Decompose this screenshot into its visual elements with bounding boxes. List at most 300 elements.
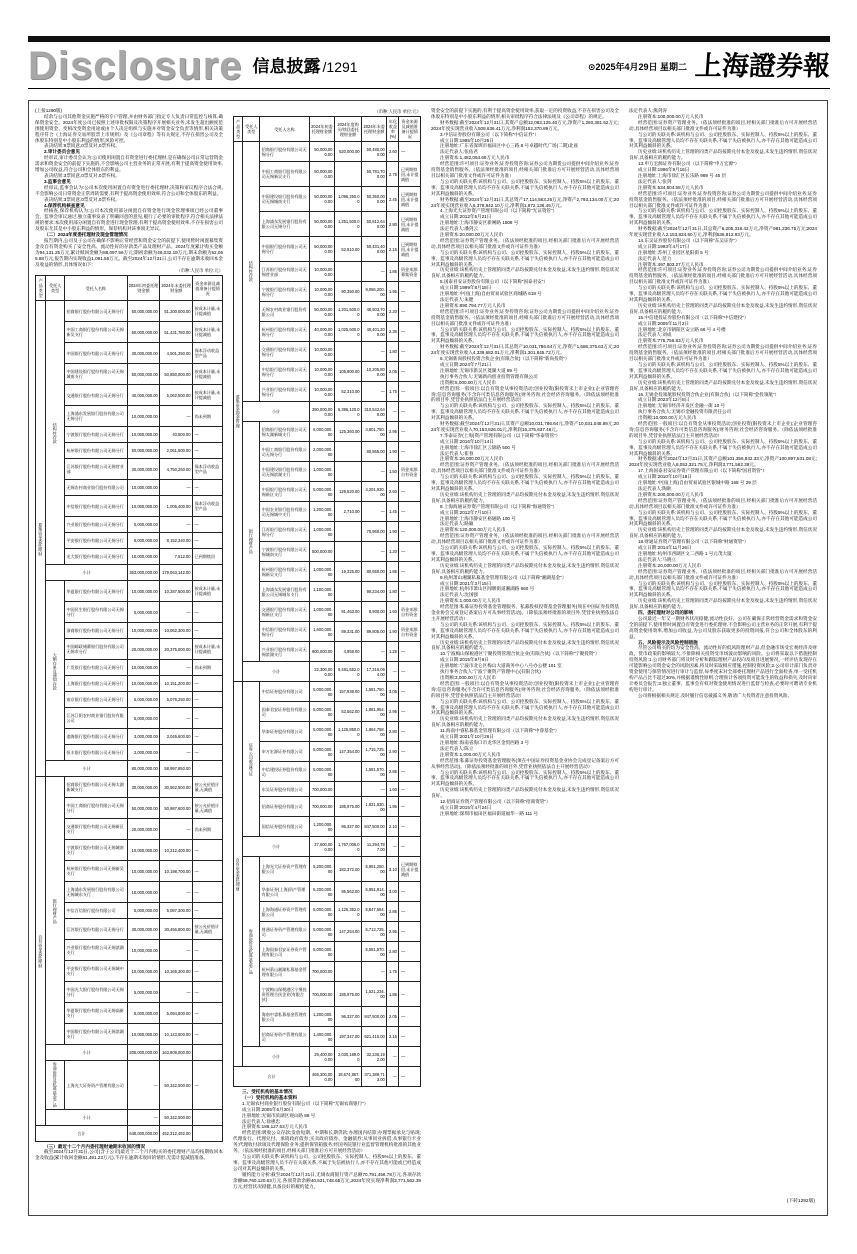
- paragraph: 成立日期:2021年10月26日: [440, 734, 494, 740]
- table-cell: 1.60: [387, 782, 399, 797]
- table-cell: 5,951,250.00: [362, 857, 387, 882]
- masthead-bottom-rule: [28, 88, 830, 89]
- paragraph: 法定代表人:范力: [638, 255, 672, 261]
- table-cell: —: [399, 1027, 421, 1047]
- table-cell: —: [193, 1024, 223, 1045]
- table-row: [36, 745, 223, 761]
- table-row: [36, 1003, 223, 1024]
- table-cell: 5,000,000.00: [127, 517, 160, 533]
- paragraph: 注册地址:上海市静安区新闸路 1508 号: [440, 220, 519, 226]
- table-cell: 10,000,000.00: [127, 1024, 160, 1045]
- table-cell: 52,310.00: [334, 382, 361, 402]
- table-cell: 中国工商银行股份有限公司无锡分行: [64, 798, 127, 819]
- table-cell: 中信银行股份有限公司无锡分行: [64, 496, 127, 517]
- table-cell: 80,000,000.00: [127, 761, 160, 777]
- paragraph: 6.无锡新尚股权投资合伙企业(有限合伙)（以下简称“新尚投资”）: [440, 356, 570, 362]
- table-cell: 50,000,000.00: [127, 322, 160, 343]
- paragraph: 成立日期:1996年9月16日: [638, 167, 690, 173]
- paragraph: 1.无锡农村商业银行股份有限公司（以下简称“无锡农商银行”）: [242, 1100, 369, 1106]
- table-cell: 银行理财产品: [243, 422, 260, 662]
- table-cell: 10,000,000.00: [127, 623, 160, 639]
- table-cell: 50,000,000.00: [309, 212, 334, 237]
- table-cell: 招商证券资产管理有限公司: [260, 1027, 310, 1047]
- table-cell: 尚未到期: [193, 406, 223, 427]
- table-cell: 中国银行股份有限公司无锡滨湖支行: [64, 1024, 127, 1045]
- paragraph: 注册资本:1,000.00万元人民币: [440, 751, 501, 757]
- columns: [35, 108, 821, 1208]
- table-cell: 700,000.00: [309, 797, 334, 817]
- column-header: 年化收益率(%): [387, 117, 399, 142]
- table-cell: 上海国泰君安证券资产管理有限公司: [260, 942, 310, 962]
- table-cell: —: [399, 837, 421, 857]
- table-row: [234, 562, 421, 582]
- heading: 三、受托机构的基本情况: [242, 1089, 293, 1094]
- table-cell: [334, 462, 361, 482]
- table-cell: —: [399, 797, 421, 817]
- paragraph: 经营范围:证券资产管理业务。（依法须经批准的项目,经相关部门批准后方可开展经营活动,具体经营项目以相关部门批准文件或许可证件为准）: [431, 533, 619, 545]
- table-cell: —: [193, 861, 223, 882]
- table-row: [36, 517, 223, 533]
- table-cell: 5,581,570.00: [362, 942, 387, 962]
- table-cell: 5,000,000.00: [309, 482, 334, 502]
- table-cell: 财通证券资产管理有限公司: [260, 922, 310, 942]
- table-cell: 5,087,300.00: [160, 903, 193, 919]
- table-cell: 5,000,000.00: [309, 742, 334, 762]
- table-cell: 5,000,000.00: [309, 722, 334, 742]
- table-cell: 华夏银行股份有限公司无锡分行: [64, 581, 127, 602]
- column-header: 2024年末委托理财金额: [160, 276, 193, 301]
- table-cell: —: [399, 562, 421, 582]
- table-row: [36, 427, 223, 443]
- paragraph: 与公司的关联关系:该机构与公司、公司控股股东、实际控制人、持股5%以上的股东、董事、监事及高级管理人员均不存在关联关系,不属于失信被执行人,亦不存在其他可能造成公司对其利益倾斜的关系。: [431, 474, 619, 491]
- table-cell: 3.05: [387, 682, 399, 702]
- paragraph: 注册资本:26,000.00万元人民币: [440, 456, 504, 462]
- table-cell: 宁波梅山保税港区宁聚投资管理合伙企业(有限合伙): [260, 982, 310, 1007]
- table-cell: 10,000,000.00: [127, 427, 160, 443]
- table-row: [234, 622, 421, 642]
- paragraph: 财务数据:截至2024年12月31日,其资产总额101,356,842.33元,净资产100,897,531.08元;2024年度实现营业收入8,053,321.75元,净利润3,771,562.39元。: [629, 456, 817, 468]
- table-cell: 结构性存款: [46, 301, 65, 565]
- table-row: [234, 797, 421, 817]
- table-cell: 20,000,000.00: [127, 819, 160, 840]
- table-cell: 105,800.00: [334, 362, 361, 382]
- issue-date: ⊙2025年4月29日 星期二: [587, 62, 687, 72]
- paragraph: 成立日期:2024年7月21日: [440, 361, 492, 367]
- paragraph: 经营范围:吸收公众存款;发放短期、中期和长期贷款;办理国内结算;办理票据承兑与贴现;代理发行、代理兑付、承销政府债券;买卖政府债券、金融债券;从事同业拆借;从事银行卡业务;代理收付款项及代理保险业务;提供保管箱服务;经国务院银行业监督管理机构批准的其他业务。（依法须经批准的项目,经相关部门批准后方可开展经营活动）: [233, 1130, 421, 1154]
- paragraph: 经营范围:许可项目:证券业务;证券投资咨询;证券公司为期货公司提供中间介绍业务;证券投资基金销售服务。（依法须经批准的项目,经相关部门批准后方可开展经营活动,具体经营项目以相关部门批准文件或许可证件为准）: [431, 161, 619, 178]
- table-cell: —: [399, 642, 421, 662]
- paragraph: 经营范围:许可项目:证券业务;证券投资咨询;证券公司为期货公司提供中间介绍业务;证券投资基金销售服务。（依法须经批准的项目,经相关部门批准后方可开展经营活动,具体经营项目以相关部门批准文件或许可证件为准）: [431, 308, 619, 326]
- table-cell: 上海光大证券资产管理有限公司: [64, 1061, 127, 1109]
- table-row: [234, 382, 421, 402]
- table-cell: 469,300,000.00: [309, 1067, 334, 1087]
- table-cell: 1.20: [387, 542, 399, 562]
- table-cell: —: [399, 502, 421, 522]
- table-cell: 847,500.00: [362, 817, 387, 837]
- table-row: [36, 1061, 223, 1109]
- table-cell: [334, 782, 361, 797]
- table-row: [234, 817, 421, 837]
- table-row: [234, 782, 421, 797]
- table-cell: —: [399, 1067, 421, 1087]
- table-cell: 中国民生银行股份有限公司无锡分行: [64, 602, 127, 623]
- table-cell: 中国银行股份有限公司无锡分行: [260, 237, 310, 262]
- table-cell: 上海浦东发展银行股份有限公司无锡城东支行: [64, 882, 127, 903]
- table-cell: 10,205,800.00: [362, 362, 387, 382]
- table-row: [36, 533, 223, 549]
- table-cell: 32,236,192.00: [362, 1047, 387, 1067]
- table-cell: 50,000,000.00: [127, 443, 160, 459]
- table-row: [36, 581, 223, 602]
- column-header: 资金来源及减值准备计提情况: [193, 276, 223, 301]
- table-cell: 900,000.00: [309, 642, 334, 662]
- paragraph: 财务数据:截至2024年12月31日,其资产总额10,031,786.64元,净资产10,031,048.89元;2024年度实现营业收入70,153,826.01元,净利润16,375,637.46元。: [431, 421, 619, 432]
- paragraph: 尽管公司购买的均为安全性高、流动性好的低风险理财产品,但金融市场受宏观经济及财政、货币政策的影响较大,不排除相关投资受市场波动影响的风险。公司将采取以下措施控制投资风险:1.公司财务部门将及时分析和跟踪理财产品投向及项目进展情况,一经评估发现存在可能影响公司资金安全的风险因素,将及时采取相应措施,控制投资风险;2.公司审计部门负责对资金使用与保管情况进行审计与监督,每季度末对全部委托理财产品进行全面检查,单一受托机构产品占比不超过30%,并根据谨慎性原则,合理预计各项投资可能发生的收益和损失,及时向审计委员会报告;3.独立董事、监事会有权对资金使用情况进行监督与检查,必要时可聘请专业机构进行审计。: [629, 645, 817, 692]
- column-header: 2024年初委托理财金额: [127, 276, 160, 301]
- table-cell: 1.25: [387, 642, 399, 662]
- table-cell: [334, 522, 361, 542]
- table-row: [234, 962, 421, 982]
- table-cell: —: [193, 961, 223, 982]
- table-cell: 10,151,200.00: [160, 676, 193, 692]
- table-cell: 50,987,600.00: [160, 798, 193, 819]
- table-row: [36, 919, 223, 940]
- paragraph: 成立日期:1993年4月17日: [638, 243, 690, 249]
- table-cell: —: [399, 682, 421, 702]
- paragraph: 经营范围:私募证券投资基金管理服务(须在中国证券投资基金业协会完成登记备案后方可从事经营活动)。（除依法须经批准的项目外,凭营业执照依法自主开展经营活动）: [431, 757, 619, 769]
- paragraph: 注册资本:100,000.00万元人民币: [638, 113, 704, 119]
- table-cell: —: [399, 382, 421, 402]
- table-cell: 保本浮动收益型产品: [193, 343, 223, 364]
- table-cell: [193, 1125, 223, 1141]
- table-cell: 华泰证券股份有限公司: [260, 722, 310, 742]
- table-row: [234, 362, 421, 382]
- paragraph: 法定代表人:刘成: [638, 332, 672, 338]
- table-cell: —: [399, 1007, 421, 1027]
- table-cell: [334, 582, 361, 602]
- table-cell: 5,396,120.00: [334, 402, 361, 422]
- table-cell: 3.10: [387, 857, 399, 882]
- table-cell: —: [160, 940, 193, 961]
- table-row: [234, 722, 421, 742]
- paragraph: 经营范围:证券资产管理业务。（依法须经批准的项目,经相关部门批准后方可开展经营活动,具体经营项目以相关部门批准文件或许可证件为准）: [629, 497, 817, 509]
- paragraph: 经营范围:许可项目:证券业务;证券投资咨询;证券公司为期货公司提供中间介绍业务;证券投资基金销售服务。（依法须经批准的项目,经相关部门批准后方可开展经营活动,具体经营项目以相关部门批准文件或许可证件为准）: [629, 267, 817, 285]
- table-cell: 上海浦东发展银行股份有限公司无锡分行: [260, 212, 310, 237]
- table-cell: 363,000,000.00: [127, 565, 160, 581]
- paragraph: 成立日期:2015年9月6日: [440, 657, 489, 663]
- table-cell: 185,975.00: [334, 797, 361, 817]
- table-cell: —: [193, 745, 223, 761]
- table-cell: 5,000,000.00: [127, 602, 160, 623]
- table-cell: 小计: [243, 837, 309, 857]
- table-cell: 江苏银行股份有限公司无锡分行: [260, 522, 310, 542]
- table-cell: 已到期赎回: [193, 549, 223, 565]
- table-row: [234, 162, 421, 187]
- subtotal-row: [234, 402, 421, 422]
- table-cell: 2.75: [387, 162, 399, 187]
- paragraph: 经审议,审计委员会认为:公司使用闲置自有资金进行委托理财,是在确保公司日常运营资金需求和资金安全的前提下实施的,不会影响公司主营业务的正常开展,有利于提高资金使用效率,增加公司收益,符合公司和全体股东的利益。: [35, 155, 223, 173]
- table-cell: —: [387, 1067, 399, 1087]
- table-cell: 2.80: [387, 212, 399, 237]
- table-cell: 1.85: [387, 982, 399, 1007]
- table-cell: 国信证券股份有限公司: [260, 817, 310, 837]
- table-cell: 浙商银行股份有限公司无锡分行: [64, 623, 127, 639]
- table-cell: 海南中睿私募基金管理有限公司: [260, 1007, 310, 1027]
- table-cell: 宁波银行股份有限公司无锡分行: [64, 427, 127, 443]
- paragraph: 14.东吴证券股份有限公司（以下简称“东吴证券”）: [638, 237, 740, 243]
- table-cell: 1.95: [387, 282, 399, 302]
- table-cell: 5,000,000.00: [127, 903, 160, 919]
- table-cell: —: [399, 482, 421, 502]
- table-cell: [193, 565, 223, 581]
- paragraph: 法定代表人:熊剑涛: [629, 108, 668, 113]
- table-cell: 券商资管及私募基金产品: [46, 1061, 65, 1109]
- table-cell: —: [399, 1047, 421, 1067]
- masthead-top-rule: [28, 36, 830, 42]
- table-cell: —: [193, 1061, 223, 1109]
- table-cell: 80,650.00: [362, 562, 387, 582]
- table-cell: 中国建设银行股份有限公司无锡滨湖支行: [260, 462, 310, 482]
- paragraph: 10.宁波梅山保税港区宁聚投资管理合伙企业(有限合伙)（以下简称“宁聚投资”）: [440, 651, 600, 657]
- table-cell: 1,581,750.00: [362, 682, 387, 702]
- table-cell: —: [160, 745, 193, 761]
- table-cell: 江苏银行股份有限公司无锡营业部: [64, 459, 127, 480]
- table-cell: 1.80: [387, 342, 399, 362]
- table-cell: 30,456,800.00: [160, 919, 193, 940]
- table-cell: —: [160, 480, 193, 496]
- table-cell: 1,864,758.00: [362, 722, 387, 742]
- table-cell: —: [193, 533, 223, 549]
- table-row: [234, 422, 421, 442]
- table-cell: 5,000,000.00: [127, 982, 160, 1003]
- table-row: [234, 522, 421, 542]
- table-row: [36, 798, 223, 819]
- masthead: [28, 44, 830, 86]
- column-2: [233, 108, 421, 1208]
- table-cell: 452,312,492.00: [160, 1125, 193, 1141]
- table-cell: —: [399, 142, 421, 162]
- table-cell: 10,000,000.00: [309, 262, 334, 282]
- table-row: [234, 212, 421, 237]
- table-cell: —: [387, 662, 399, 682]
- total-row: [234, 1067, 421, 1087]
- table-row: [234, 982, 421, 1007]
- paragraph: 注册地址:苏州工业园区星阳街 5 号: [638, 249, 709, 255]
- table-cell: 1,025,600.00: [334, 322, 361, 342]
- table-cell: 上海海通证券资产管理有限公司: [260, 902, 310, 922]
- paragraph: 注册地址:无锡市经济开发区金融一街 10 号: [638, 403, 726, 409]
- paragraph: 注册地址:上海市徐汇区云锦路 500 号: [440, 444, 516, 450]
- table-cell: 10,000,000.00: [309, 362, 334, 382]
- table-cell: —: [193, 1003, 223, 1024]
- paragraph: 经审议,监事会认为:公司本次使用闲置自有资金进行委托理财,决策和审议程序合法合规,不会影响公司日常资金正常周转需要,有利于提高资金使用效率,符合公司和全体股东的利益。: [35, 184, 223, 196]
- table-cell: 1.50: [387, 462, 399, 482]
- masthead-right: [588, 53, 830, 86]
- table-cell: 5,000,000.00: [309, 762, 334, 782]
- paragraph: 法定代表人:张佑君: [440, 149, 479, 155]
- paragraph: 执行事务合伙人:无锡市金融投资有限责任公司: [638, 409, 732, 415]
- table-cell: 18,674,867.00: [334, 1067, 361, 1087]
- table-cell: 上海银行股份有限公司无锡分行: [64, 676, 127, 692]
- table-cell: 按成本计量,未计提减值: [193, 385, 223, 406]
- table-cell: —: [399, 422, 421, 442]
- table-cell: 已到期赎回,未计提减值: [399, 162, 421, 187]
- table-cell: 1,000,000.00: [309, 462, 334, 482]
- table-cell: 结构性存款: [243, 142, 260, 402]
- paragraph: 与公司的关联关系:该机构与公司、公司控股股东、实际控制人、持股5%以上的股东、董事、监事及高级管理人员均不存在关联关系,不属于失信被执行人,亦不存在其他可能造成公司对其利益倾斜的关系。: [431, 178, 619, 196]
- table-cell: 30,000,000.00: [127, 343, 160, 364]
- table-cell: —: [399, 702, 421, 722]
- table-cell: 50,781,700.00: [362, 162, 387, 187]
- table-cell: [334, 162, 361, 187]
- table-cell: 197,347.00: [334, 1027, 361, 1047]
- table-row: [36, 861, 223, 882]
- table-cell: 89,805.00: [362, 622, 387, 642]
- paragraph: 历史业绩:该机构历史上管理的同类产品均按期兑付本金及收益,未发生违约情形,资信状况良好,具备相应的履约能力。: [629, 527, 817, 539]
- column-header: 2024年末委托理财金额: [362, 117, 387, 142]
- paragraph: 历史业绩:该机构历史上管理的同类产品均按期兑付本金及收益,未发生违约情形,资信状况良好,具备相应的履约能力。: [629, 302, 817, 314]
- table-cell: 券商资管及私募基金产品: [243, 857, 260, 1047]
- paragraph: 经营范围:证券资产管理业务。（依法须经批准的项目,经相关部门批准后方可开展经营活动,具体经营项目以相关部门批准文件或许可证件为准）: [629, 568, 817, 580]
- table-cell: 10,062,300.00: [160, 623, 193, 639]
- table-cell: 7,512.00: [160, 549, 193, 565]
- paragraph: 与公司的关联关系:该机构与公司、公司控股股东、实际控制人、持股5%以上的股东、董事、监事及高级管理人员均不存在关联关系,不属于失信被执行人,亦不存在其他可能造成公司对其利益倾斜的关系。: [431, 621, 619, 639]
- table-cell: 53,562.00: [334, 702, 361, 722]
- table-cell: 1.90: [387, 622, 399, 642]
- heading: （一）受托机构的基本资料: [242, 1094, 298, 1100]
- table-cell: 1.45: [387, 502, 399, 522]
- table-cell: —: [399, 762, 421, 782]
- table-cell: 中国邮政储蓄银行股份有限公司无锡市分行: [64, 639, 127, 660]
- table-row: [36, 982, 223, 1003]
- table-cell: 700,000.00: [309, 962, 334, 982]
- table-cell: 保本浮动收益型产品: [193, 459, 223, 480]
- paragraph: 历史业绩:该机构历史上管理的同类产品均按期兑付本金及收益,未发生违约情形,资信状况良好,具备相应的履约能力。: [431, 491, 619, 503]
- unit-note: （币种:人民币 单位:元）: [374, 109, 421, 114]
- table-row: [234, 682, 421, 702]
- page-number: /1291: [322, 59, 358, 75]
- table-cell: 700,000.00: [309, 782, 334, 797]
- table-row: [234, 282, 421, 302]
- table-cell: 2,061,500.00: [160, 443, 193, 459]
- paragraph: 成立日期:2014年11月26日: [638, 545, 692, 551]
- table-cell: 70,960.00: [362, 522, 387, 542]
- table-cell: 无锡农村商业银行股份有限公司: [260, 302, 310, 322]
- paragraph: 15.中信建投证券股份有限公司（以下简称“中信建投”）: [638, 314, 749, 320]
- column-4-body: [629, 108, 817, 699]
- table-row: [234, 142, 421, 162]
- table-cell: 30,000,000.00: [127, 459, 160, 480]
- table-cell: —: [387, 402, 399, 422]
- paragraph: 出资额:10,000.00万元人民币: [638, 415, 697, 421]
- table-cell: 宁波银行股份有限公司无锡分行: [260, 282, 310, 302]
- table-cell: 648,000,000.00: [127, 1125, 160, 1141]
- table-cell: 招商银行股份有限公司无锡分行: [64, 301, 127, 322]
- paragraph: 注册资本:890,794.77万元人民币: [440, 302, 506, 308]
- paragraph: 与公司的关联关系:该机构与公司、公司控股股东、实际控制人、持股5%以上的股东、董事、监事及高级管理人员均不存在关联关系,不属于失信被执行人,亦不存在其他可能造成公司对其利益倾斜的关系。: [629, 285, 817, 302]
- table-row: [36, 639, 223, 660]
- table-cell: 江苏银行股份有限公司无锡营业部: [260, 262, 310, 282]
- paragraph: 注册地址:深圳市福田区福田街道福华一路 111 号: [440, 810, 539, 816]
- table-cell: 10,212,400.00: [160, 840, 193, 861]
- paragraph: 表决结果:9票同意,0票反对,0票弃权。: [44, 143, 120, 149]
- paragraph: 注册地址:中国(上海)自由贸易试验区银城中路 168 号 29 层: [638, 480, 757, 486]
- paragraph: 历史业绩:该机构历史上管理的同类产品均按期兑付本金及收益,未发生违约情形,资信状况良好,具备相应的履约能力。: [629, 379, 817, 391]
- table-cell: —: [193, 708, 223, 729]
- paragraph: 11.海南中睿私募基金管理有限公司（以下简称“中睿基金”）: [440, 728, 560, 734]
- table-cell: 无锡农村商业银行股份有限公司: [64, 480, 127, 496]
- paragraph: 法定代表人:徐惠忠: [242, 1118, 281, 1124]
- table-cell: [193, 1045, 223, 1061]
- table-cell: [334, 542, 361, 562]
- table-cell: 1,201,500.00: [334, 302, 361, 322]
- table-cell: 500,000.00: [309, 542, 334, 562]
- table-cell: 8,152,340.00: [160, 533, 193, 549]
- table-cell: —: [193, 443, 223, 459]
- table-cell: —: [399, 817, 421, 837]
- table-cell: —: [399, 522, 421, 542]
- table-cell: 小计: [46, 1045, 127, 1061]
- paragraph: 成立日期:1995年10月25日: [440, 137, 494, 143]
- paragraph: 成立日期:2021年3月15日: [440, 580, 492, 586]
- table-cell: 4,958.00: [334, 642, 361, 662]
- table-cell: 205,000,000.00: [127, 1045, 160, 1061]
- table-row: [36, 840, 223, 861]
- table-cell: —: [127, 1061, 160, 1109]
- table-cell: 交通银行股份有限公司无锡分行: [64, 385, 127, 406]
- table-cell: 40,000,000.00: [309, 322, 334, 342]
- table-cell: 921,415.00: [362, 1027, 387, 1047]
- table-row: [36, 882, 223, 903]
- table-cell: 125,360.00: [334, 422, 361, 442]
- paragraph: 出资额:5,000.00万元人民币: [440, 379, 496, 385]
- table-cell: —: [160, 602, 193, 623]
- table-cell: 2.85: [387, 902, 399, 922]
- table-cell: 3,045,600.00: [160, 729, 193, 745]
- table-cell: 5,000,000.00: [127, 1003, 160, 1024]
- table-row: [234, 462, 421, 482]
- paragraph: 注册地址:杭州市萧山区闻堰街道湘湖路 660 号: [440, 586, 535, 592]
- paragraph: 出资额:3,000.00万元人民币: [440, 675, 496, 680]
- paragraph: 经营范围:一般项目:以自有资金从事投资活动;创业投资(限投资未上市企业);企业管理咨询;信息咨询服务(不含许可类信息咨询服务);财务咨询;社会经济咨询服务。（除依法须经批准的项目外,凭营业执照依法自主开展经营活动）: [431, 385, 619, 403]
- table-cell: 48,503,700.00: [362, 302, 387, 322]
- table-cell: —: [399, 962, 421, 982]
- table-cell: 江苏江阴农村商业银行股份有限公司: [64, 708, 127, 729]
- heading: 四、委托理财对公司的影响: [638, 610, 694, 616]
- paragraph: 17.上海国泰君安证券资产管理有限公司（以下简称“国君资管”）: [638, 468, 767, 474]
- table-cell: 平安银行股份有限公司无锡分行: [64, 533, 127, 549]
- table-cell: 中国光大银行股份有限公司无锡分行: [64, 982, 127, 1003]
- table-cell: 杭州银行股份有限公司无锡新吴支行: [260, 562, 310, 582]
- table-cell: 10,000,000.00: [127, 940, 160, 961]
- paragraph: 成立日期:2012年7月10日: [440, 509, 492, 515]
- table-cell: —: [193, 692, 223, 708]
- table-cell: 10,000,000.00: [127, 660, 160, 676]
- table-cell: 中信银行股份有限公司无锡分行: [260, 362, 310, 382]
- table-cell: —: [160, 882, 193, 903]
- table-cell: 2,710.00: [334, 502, 361, 522]
- subtotal-row: [234, 837, 421, 857]
- table-cell: 89,331.00: [334, 622, 361, 642]
- table-cell: —: [399, 902, 421, 922]
- table-row: [234, 642, 421, 662]
- table-cell: 1,251,500.00: [334, 212, 361, 237]
- heading: 4.保荐机构核查意见: [44, 202, 85, 208]
- table-cell: 4,501,350.00: [160, 343, 193, 364]
- table-cell: 1,715,725.00: [362, 742, 387, 762]
- paragraph: 法定代表人:路颖: [440, 521, 474, 527]
- table-cell: 50,480,000.00: [362, 142, 387, 162]
